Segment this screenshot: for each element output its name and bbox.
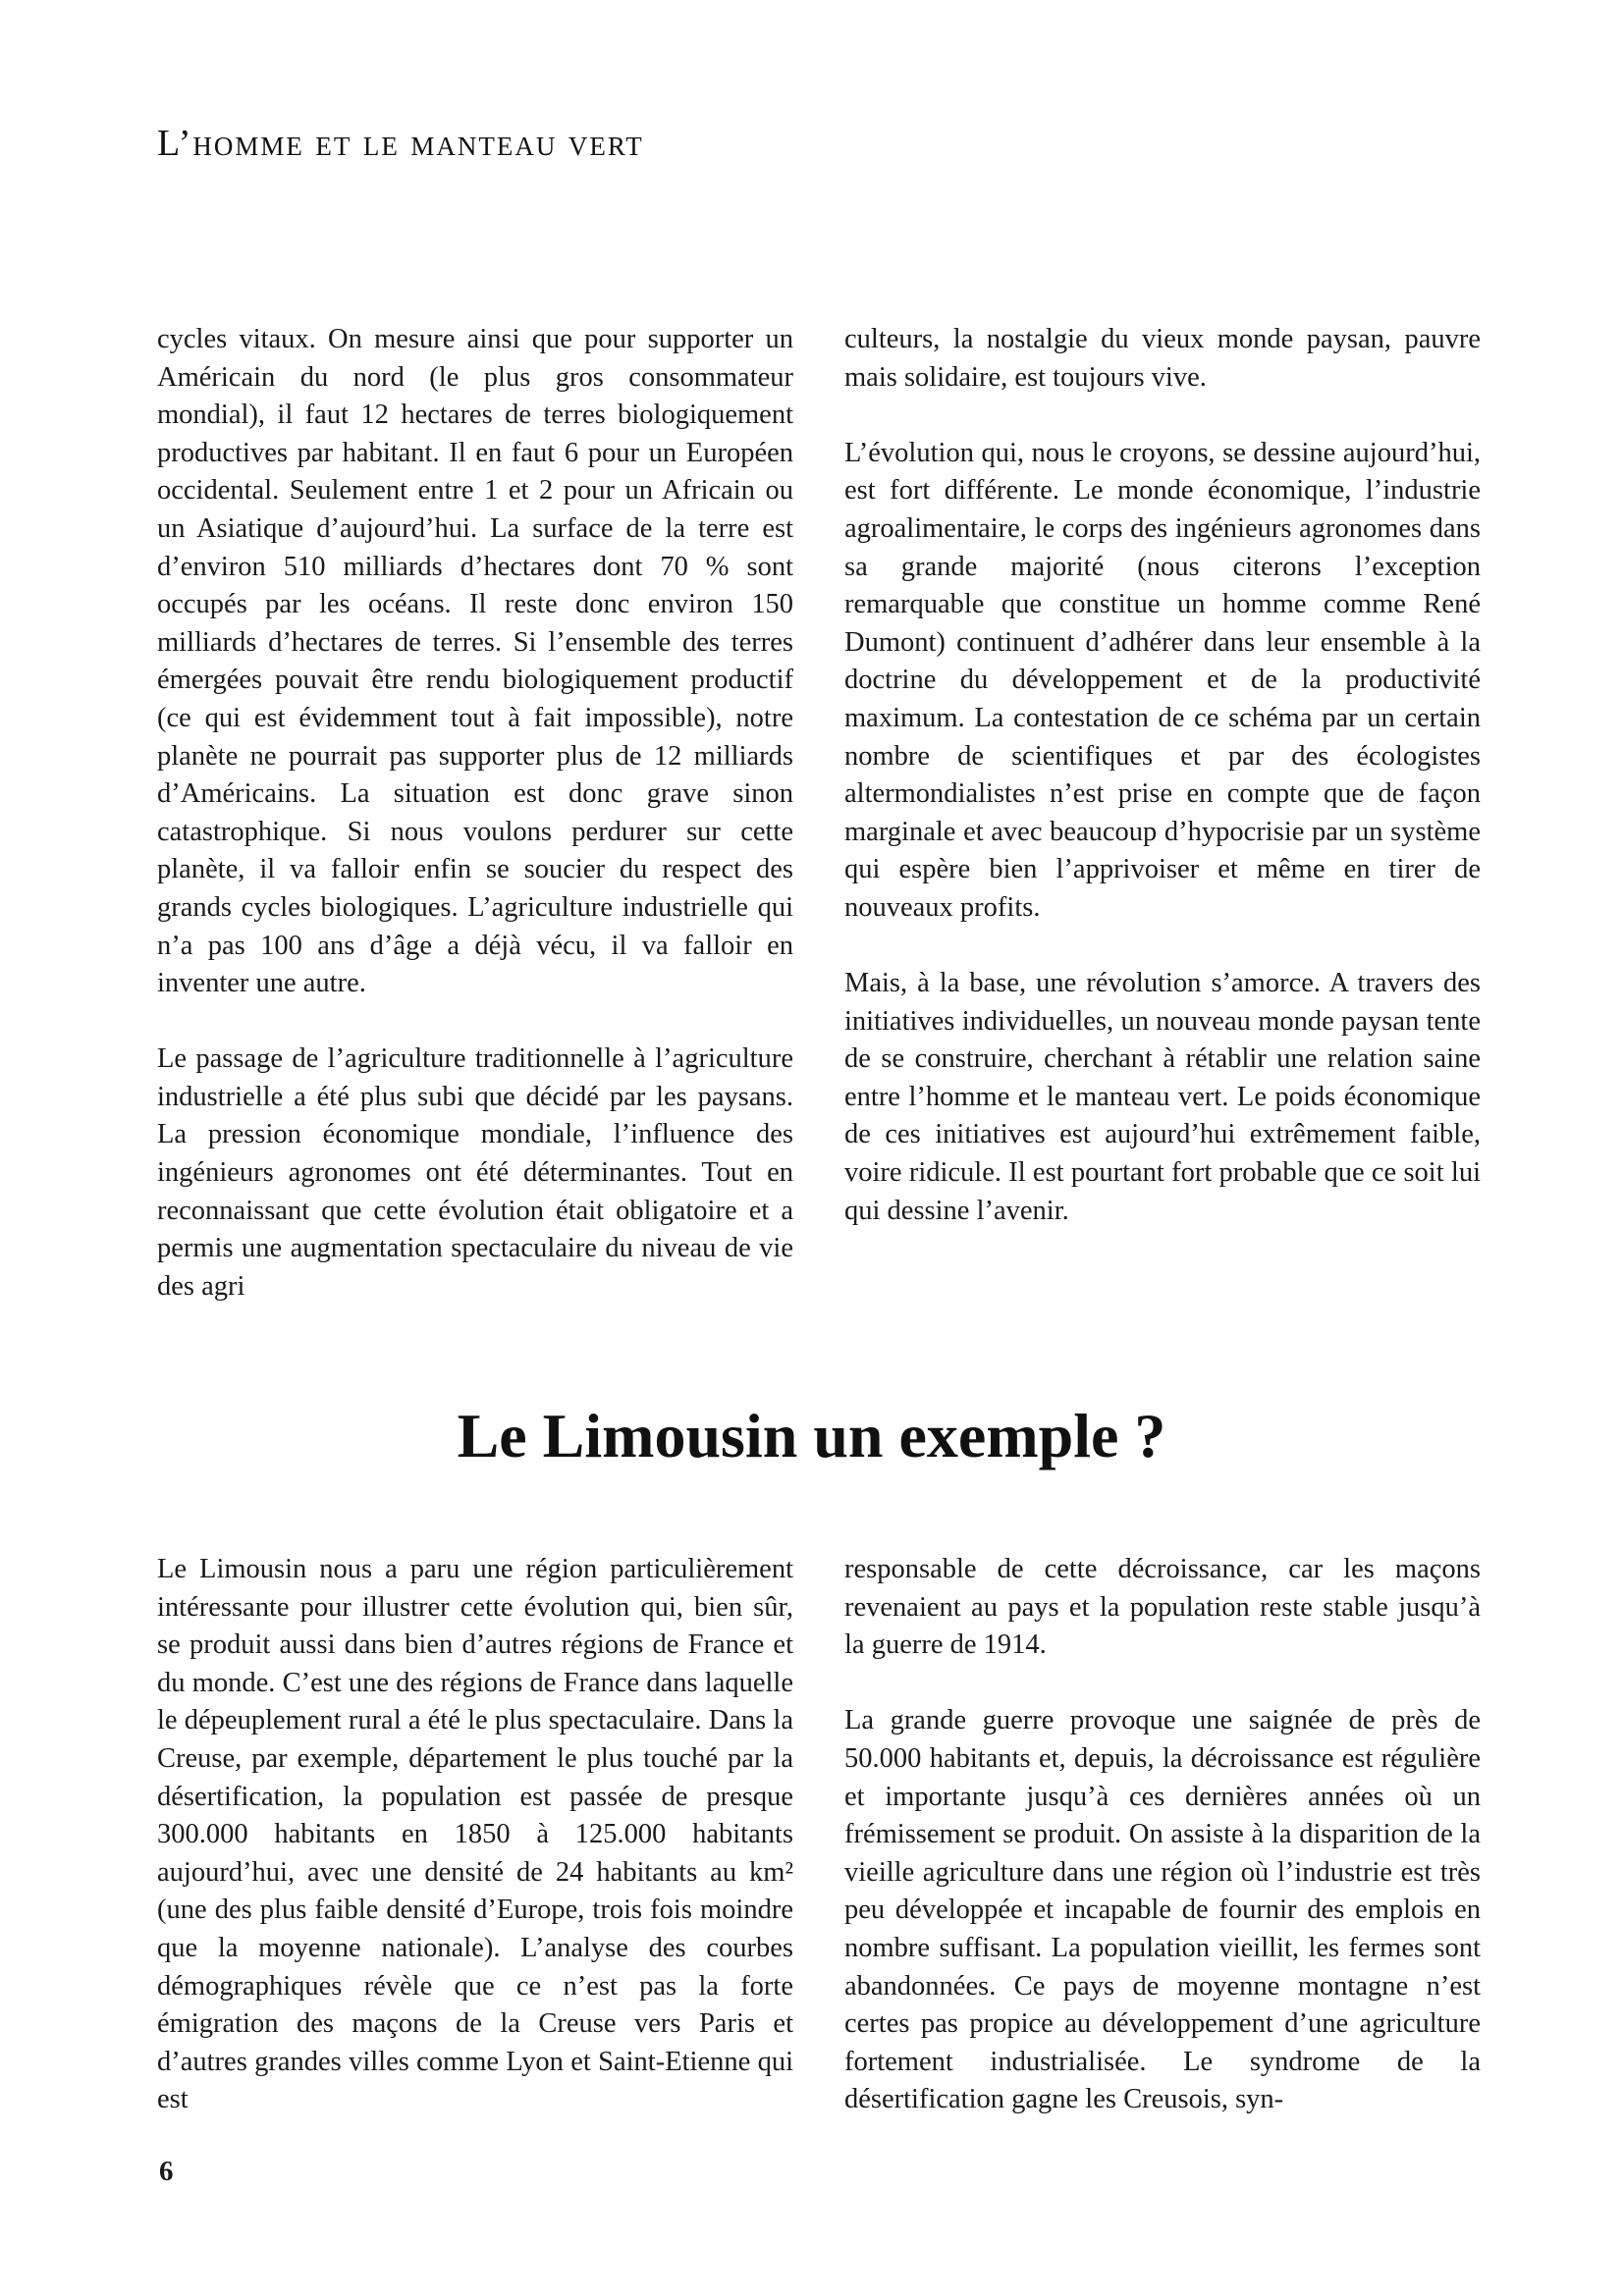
- paragraph: responsable de cette décroissance, car les maçons revenaient au pays et la population reste stable jusqu’à la guerre de 1914.: [844, 1554, 1481, 1661]
- paragraph: Le passage de l’agriculture traditionnelle à l’agriculture industrielle a été plus subi que décidé par les paysans. La pression économique mondiale, l’influence des ingénieurs agronomes ont été déterminantes. Tout en reconnaissant que cette évolution était obligatoire et a permis une augmentation spectaculaire du niveau de vie des agri: [157, 1043, 793, 1302]
- paragraph: Le Limousin nous a paru une région particulièrement intéressante pour illustrer cette évolution qui, bien sûr, se produit aussi dans bien d’autres régions de France et du monde. C’est une des régions de France dans laquelle le dépeuplement rural a été le plus spectaculaire. Dans la Creuse, par exemple, département le plus touché par la désertification, la population est passée de presque 300.000 habitants en 1850 à 125.000 habitants aujourd’hui, avec une densité de 24 habitants au km² (une des plus faible densité d’Europe, trois fois moindre que la moyenne nationale). L’analyse des courbes démographiques révèle que ce n’est pas la forte émigration des maçons de la Creuse vers Paris et d’autres grandes villes comme Lyon et Saint-Etienne qui est: [157, 1554, 793, 2115]
- paragraph: L’évolution qui, nous le croyons, se dessine aujourd’hui, est fort différente. Le monde économique, l’industrie agroalimentaire, le corps des ingénieurs agronomes dans sa grande majorité (nous citerons l’exception remarquable que constitue un homme comme René Dumont) continuent d’adhérer dans leur ensemble à la doctrine du développement et de la productivité maximum. La contestation de ce schéma par un certain nombre de scientifiques et par des écologistes altermondialistes n’est prise en compte que de façon marginale et avec beaucoup d’hypocrisie par un système qui espère bien l’apprivoiser et même en tirer de nouveaux profits.: [844, 437, 1481, 923]
- paragraph: La grande guerre provoque une saignée de près de 50.000 habitants et, depuis, la décroissance est régulière et importante jusqu’à ces dernières années où un frémissement se produit. On assiste à la disparition de la vieille agriculture dans une région où l’industrie est très peu développée et incapable de fournir des emplois en nombre suffisant. La population vieillit, les fermes sont abandonnées. Ce pays de moyenne montagne n’est certes pas propice au développement d’une agriculture fortement industrialisée. Le syndrome de la désertification gagne les Creusois, syn-: [844, 1705, 1481, 2115]
- running-head: L’homme et le manteau vert: [157, 123, 644, 164]
- bottom-left-column: [157, 1551, 793, 2119]
- bottom-right-column: [844, 1551, 1481, 2119]
- page-number: 6: [159, 2156, 174, 2187]
- top-left-column: [157, 321, 793, 1306]
- paragraph: cycles vitaux. On mesure ainsi que pour supporter un Américain du nord (le plus gros consommateur mondial), il faut 12 hectares de terres biologiquement productives par habitant. Il en faut 6 pour un Européen occidental. Seulement entre 1 et 2 pour un Africain ou un Asiatique d’aujourd’hui. La surface de la terre est d’environ 510 milliards d’hectares dont 70 % sont occupés par les océans. Il reste donc environ 150 milliards d’hectares de terres. Si l’ensemble des terres émergées pouvait être rendu biologiquement productif (ce qui est évidemment tout à fait impossible), notre planète ne pourrait pas supporter plus de 12 milliards d’Américains. La situation est donc grave sinon catastrophique. Si nous voulons perdurer sur cette planète, il va falloir enfin se soucier du respect des grands cycles biologiques. L’agriculture industrielle qui n’a pas 100 ans d’âge a déjà vécu, il va falloir en inventer une autre.: [157, 324, 793, 999]
- top-right-column: [844, 321, 1481, 1230]
- section-title: Le Limousin un exemple ?: [457, 1401, 1166, 1470]
- paragraph: culteurs, la nostalgie du vieux monde paysan, pauvre mais solidaire, est toujours vive.: [844, 324, 1481, 393]
- paragraph: Mais, à la base, une révolution s’amorce. A travers des initiatives individuelles, un nouveau monde paysan tente de se construire, cherchant à rétablir une relation saine entre l’homme et le manteau vert. Le poids économique de ces initiatives est aujourd’hui extrêmement faible, voire ridicule. Il est pourtant fort probable que ce soit lui qui dessine l’avenir.: [844, 968, 1481, 1226]
